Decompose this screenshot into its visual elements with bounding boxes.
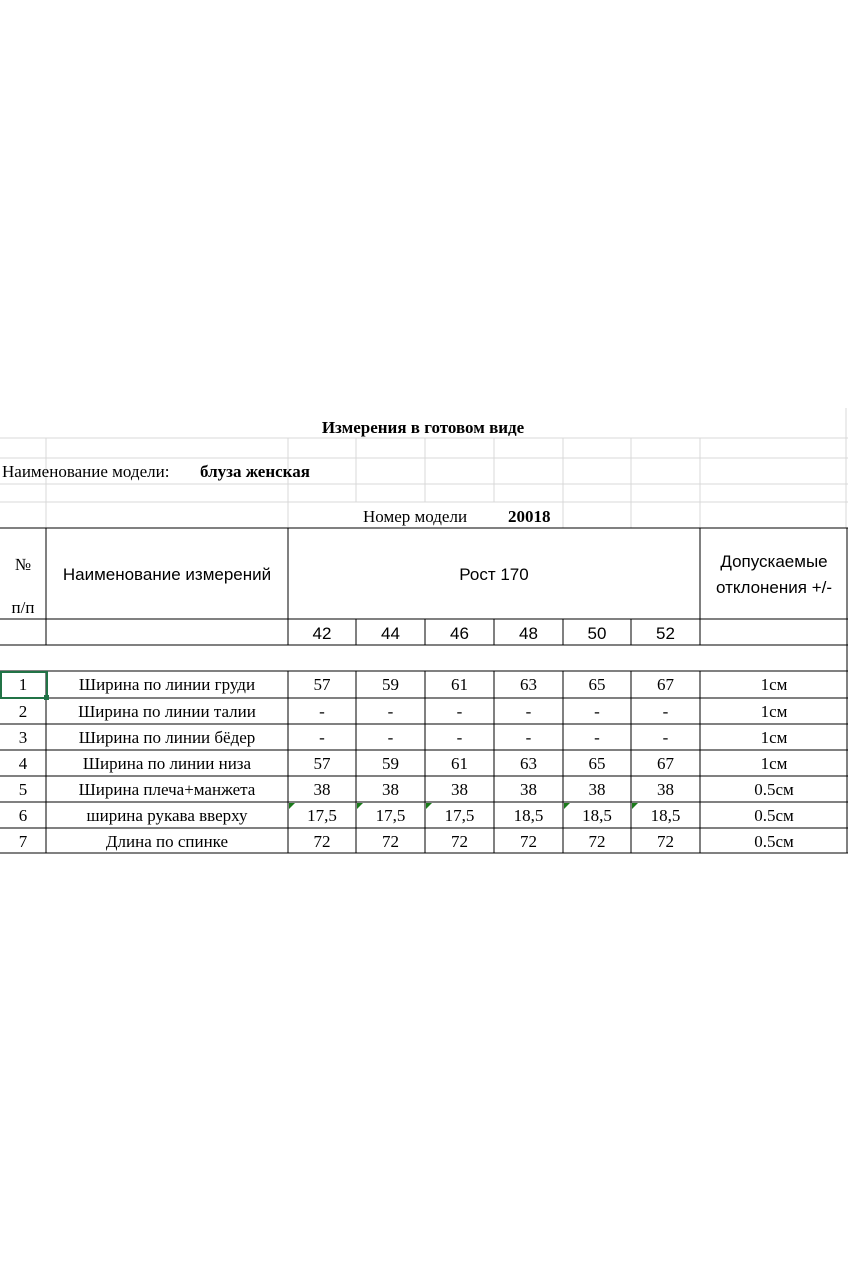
measurement-value-cell: - [594, 728, 600, 747]
measurement-value-cell: 18,5 [513, 806, 544, 825]
size-header-cell: 44 [381, 624, 400, 643]
measurement-value-cell: 67 [657, 675, 674, 694]
measurement-value-cell: 38 [520, 780, 537, 799]
size-header-cell: 50 [587, 624, 607, 643]
measurement-value-cell: 57 [313, 754, 331, 773]
measurement-name-cell: Ширина плеча+манжета [78, 780, 256, 799]
measurement-value-cell: 63 [520, 754, 537, 773]
measurement-value-cell: - [525, 702, 532, 721]
measurement-value-cell: 38 [451, 780, 468, 799]
header-number-top: № [14, 555, 32, 574]
row-number-cell: 1 [18, 675, 28, 694]
tolerance-cell: 0.5см [754, 832, 794, 851]
measurement-value-cell: 65 [588, 754, 606, 773]
header-tolerance-line2: отклонения +/- [715, 578, 833, 597]
cell-error-indicator [289, 803, 295, 809]
measurement-value-cell: 59 [382, 754, 399, 773]
measurement-value-cell: - [319, 728, 325, 747]
measurement-value-cell: - [387, 728, 394, 747]
measurement-name-cell: Ширина по линии низа [82, 754, 252, 773]
size-header-cell: 42 [312, 624, 332, 643]
measurement-value-cell: - [456, 728, 463, 747]
size-header-cell: 52 [656, 624, 675, 643]
measurement-value-cell: 17,5 [444, 806, 475, 825]
model-number-label: Номер модели [363, 507, 468, 526]
measurement-name-cell: Ширина по линии груди [78, 675, 256, 694]
measurement-name-cell: Длина по спинке [105, 832, 229, 851]
measurement-value-cell: 72 [588, 832, 606, 851]
measurement-value-cell: 72 [657, 832, 674, 851]
measurement-value-cell: 61 [451, 754, 468, 773]
row-number-cell: 4 [18, 754, 28, 773]
tolerance-cell: 1см [760, 675, 788, 694]
fill-handle[interactable] [44, 695, 49, 700]
measurement-value-cell: 72 [520, 832, 537, 851]
measurement-value-cell: 59 [382, 675, 399, 694]
measurement-value-cell: 18,5 [650, 806, 681, 825]
measurement-value-cell: 17,5 [375, 806, 406, 825]
row-number-cell: 2 [18, 702, 28, 721]
row-number-cell: 7 [18, 832, 28, 851]
tolerance-cell: 0.5см [754, 806, 794, 825]
tolerance-cell: 1см [760, 702, 788, 721]
size-header-cell: 46 [450, 624, 469, 643]
model-name-label: Наименование модели: [2, 462, 170, 481]
measurement-value-cell: 72 [382, 832, 399, 851]
selected-cell[interactable] [0, 671, 48, 699]
cell-error-indicator [357, 803, 363, 809]
measurement-value-cell: 67 [657, 754, 674, 773]
cell-error-indicator [564, 803, 570, 809]
measurement-value-cell: - [387, 702, 394, 721]
measurement-value-cell: 61 [451, 675, 468, 694]
tolerance-cell: 1см [760, 754, 788, 773]
measurement-sheet [0, 408, 848, 854]
measurement-value-cell: - [525, 728, 532, 747]
measurement-value-cell: 65 [588, 675, 606, 694]
measurement-name-cell: Ширина по линии талии [78, 702, 256, 721]
header-height: Рост 170 [459, 565, 529, 584]
measurement-value-cell: - [662, 702, 669, 721]
cell-error-indicator [426, 803, 432, 809]
measurement-value-cell: 72 [313, 832, 331, 851]
measurement-value-cell: - [594, 702, 600, 721]
measurement-value-cell: - [319, 702, 325, 721]
measurement-value-cell: 72 [451, 832, 468, 851]
measurement-value-cell: 57 [313, 675, 331, 694]
row-number-cell: 3 [18, 728, 28, 747]
measurement-value-cell: 38 [313, 780, 331, 799]
measurement-value-cell: 38 [657, 780, 674, 799]
row-number-cell: 5 [18, 780, 28, 799]
row-number-cell: 6 [18, 806, 28, 825]
measurement-value-cell: 38 [382, 780, 399, 799]
measurement-value-cell: - [662, 728, 669, 747]
sheet-title: Измерения в готовом виде [321, 418, 525, 437]
measurement-value-cell: 18,5 [582, 806, 612, 825]
tolerance-cell: 0.5см [754, 780, 794, 799]
header-number-bottom: п/п [11, 598, 35, 617]
measurement-name-cell: ширина рукава вверху [86, 806, 248, 825]
measurement-value-cell: 17,5 [307, 806, 337, 825]
header-tolerance-line1: Допускаемые [720, 552, 828, 571]
tolerance-cell: 1см [760, 728, 788, 747]
header-measurement-name: Наименование измерений [62, 565, 272, 584]
model-number-value: 20018 [508, 507, 551, 526]
measurement-name-cell: Ширина по линии бёдер [78, 728, 256, 747]
measurement-value-cell: 38 [588, 780, 606, 799]
measurement-value-cell: 63 [520, 675, 537, 694]
measurement-value-cell: - [456, 702, 463, 721]
model-name-value: блуза женская [200, 462, 310, 481]
cell-error-indicator [632, 803, 638, 809]
size-header-cell: 48 [519, 624, 538, 643]
